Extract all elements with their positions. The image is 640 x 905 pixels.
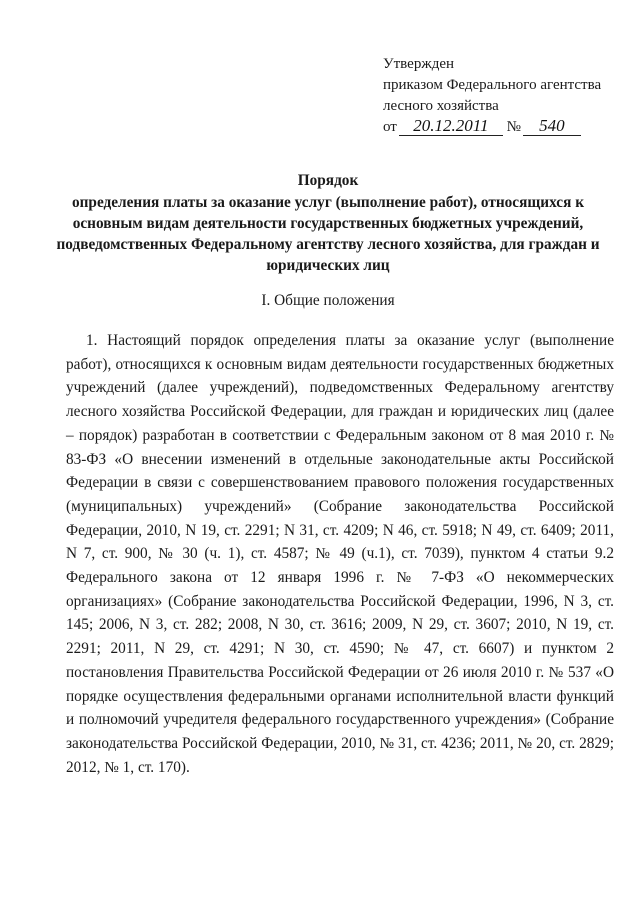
- approval-line-agency: лесного хозяйства: [383, 98, 499, 114]
- title-line-4: подведомственных Федеральному агентству лесного хозяйства, для граждан и: [56, 236, 600, 253]
- section-heading: I. Общие положения: [261, 292, 395, 309]
- number-label: №: [506, 119, 521, 135]
- approval-stamp: [383, 54, 623, 138]
- title-line-3: основным видам деятельности государственных бюджетных учреждений,: [72, 215, 584, 232]
- title-line-2: определения платы за оказание услуг (выполнение работ), относящихся к: [71, 194, 585, 211]
- from-label: от: [383, 119, 397, 135]
- document-title: [40, 170, 616, 276]
- paragraph-1: 1. Настоящий порядок определения платы за оказание услуг (выполнение работ), относящихся к основным видам деятельности государственных бюджетных учреждений (далее учреждений), подведомственных Федеральному агентству лесного хозяйства Российской Федерации, для граждан и юридических лиц (далее – порядок) разработан в соответствии с Федеральным законом от 8 мая 2010 г. № 83-ФЗ «О внесении изменений в отдельные законодательные акты Российской Федерации в связи с совершенствованием правового положения государственных (муниципальных) учреждений» (Собрание законодательства Российской Федерации, 2010, N 19, ст. 2291; N 31, ст. 4209; N 46, ст. 5918; N 49, ст. 6409; 2011, N 7, ст. 900, № 30 (ч. 1), ст. 4587; № 49 (ч.1), ст. 7039), пунктом 4 статьи 9.2 Федерального закона от 12 января 1996 г. № 7-ФЗ «О некоммерческих организациях» (Собрание законодательства Российской Федерации, 1996, N 3, ст. 145; 2006, N 3, ст. 282; 2008, N 30, ст. 3616; 2009, N 29, ст. 3607; 2010, N 19, ст. 2291; 2011, N 29, ст. 4291; N 30, ст. 4590; № 47, ст. 6607) и пунктом 2 постановления Правительства Российской Федерации от 26 июля 2010 г. № 537 «О порядке осуществления федеральными органами исполнительной власти функций и полномочий учредителя федерального государственного учреждения» (Собрание законодательства Российской Федерации, 2010, № 31, ст. 4236; 2011, № 20, ст. 2829; 2012, № 1, ст. 170).: [66, 332, 614, 776]
- approval-date-line: [383, 117, 623, 138]
- title-line-5: юридических лиц: [266, 257, 390, 274]
- handwritten-date: 20.12.2011: [399, 117, 503, 136]
- approval-line-order: приказом Федерального агентства: [383, 77, 602, 93]
- title-line-1: Порядок: [297, 172, 359, 189]
- approval-line-approved: Утвержден: [383, 56, 455, 72]
- handwritten-number: 540: [523, 117, 581, 136]
